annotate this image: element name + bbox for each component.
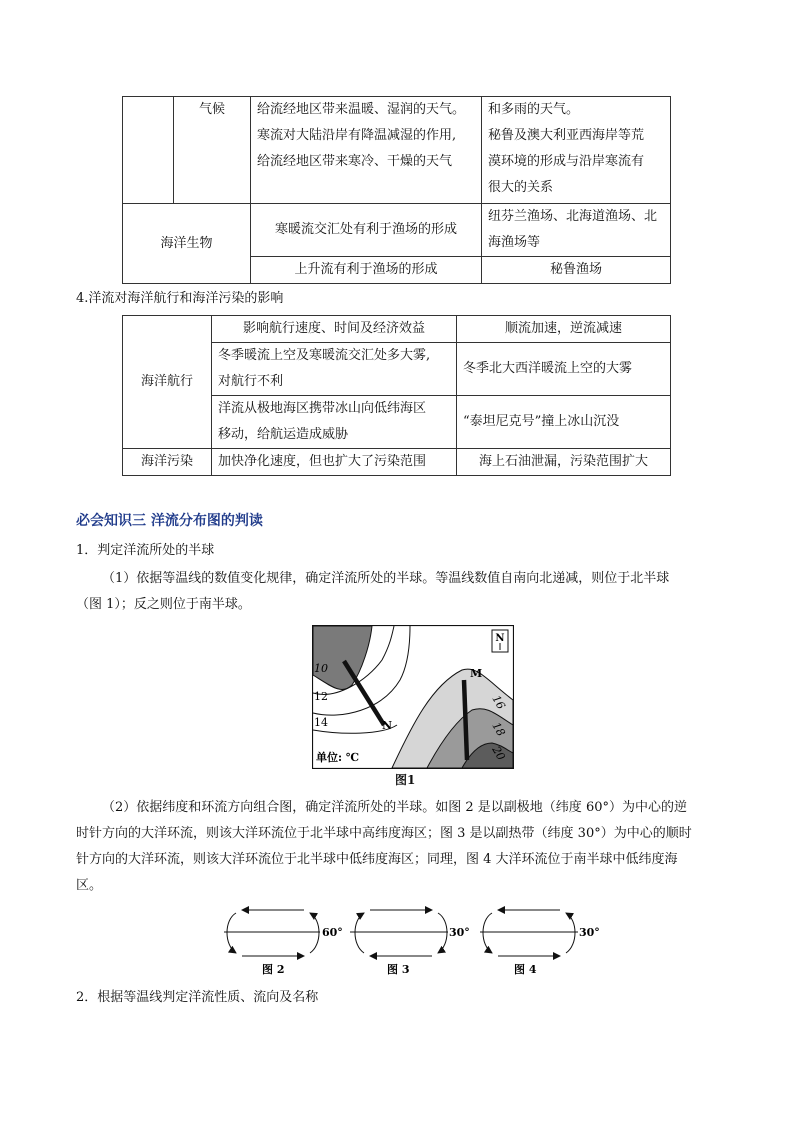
isotherm-label-16: 16 — [489, 693, 508, 712]
nav-example-2: 冬季北大西洋暖流上空的大雾 — [457, 343, 671, 396]
fishery-effect-2: 上升流有利于渔场的形成 — [251, 257, 482, 284]
section-4-title: 4.洋流对海洋航行和海洋污染的影响 — [76, 291, 284, 306]
point-m-label: M — [470, 667, 483, 680]
point-2-title: 2．根据等温线判定洋流性质、流向及名称 — [76, 990, 319, 1005]
nav-effect-3: 洋流从极地海区携带冰山向低纬海区 移动，给航运造成威胁 — [212, 396, 457, 449]
figure-4-caption: 图 4 — [514, 963, 537, 976]
isotherm-label-12: 12 — [314, 690, 328, 703]
climate-cell: 气候 — [174, 97, 251, 204]
climate-effect-cell: 给流经地区带来温暖、湿润的天气。 寒流对大陆沿岸有降温减湿的作用, 给流经地区带来寒冷、干燥的天气 — [251, 97, 482, 204]
fishery-effect-1: 寒暖流交汇处有利于渔场的形成 — [251, 204, 482, 257]
nav-example-3: “泰坦尼克号”撞上冰山沉没 — [457, 396, 671, 449]
point-1-title: 1．判定洋流所处的半球 — [76, 543, 215, 558]
fishery-example-2: 秘鲁渔场 — [482, 257, 671, 284]
pollution-effect: 加快净化速度，但也扩大了污染范围 — [212, 449, 457, 476]
knowledge-heading: 必会知识三 洋流分布图的判读 — [76, 513, 263, 529]
isotherm-label-14: 14 — [314, 716, 328, 729]
navigation-pollution-table — [122, 315, 671, 476]
figure-2-latitude: 60° — [322, 926, 343, 939]
fishery-example-1: 纽芬兰渔场、北海道渔场、北 海渔场等 — [482, 204, 671, 257]
empty-category-cell — [123, 97, 174, 204]
climate-example-cell: 和多雨的天气。 秘鲁及澳大利亚西海岸等荒 漠环境的形成与沿岸寒流有 很大的关系 — [482, 97, 671, 204]
figure-2-gyre — [224, 910, 343, 976]
isotherm-label-10: 10 — [314, 662, 328, 675]
figures-2-4-gyres — [222, 905, 612, 977]
paragraph-2: （2）依据纬度和环流方向组合图，确定洋流所处的半球。如图 2 是以副极地（纬度 60°）为中心的逆 时针方向的大洋环流，则该大洋环流位于北半球中高纬度海区；图 3 是以副热带（纬度 30°）为中心的顺时 针方向的大洋环流，则该大洋环流位于北半球中低纬度海区；同理，图 4 大洋环流位于南半球中低纬度海 区。 — [76, 800, 692, 893]
figure-4-gyre — [480, 910, 600, 976]
unit-label: 单位: ℃ — [316, 751, 360, 764]
influence-table-continued — [122, 96, 671, 284]
figure-1-isotherm-map — [312, 625, 514, 769]
isotherm-label-20: 20 — [489, 744, 508, 763]
nav-example-1: 顺流加速，逆流减速 — [457, 316, 671, 343]
figure-3-latitude: 30° — [449, 926, 470, 939]
isotherm-label-18: 18 — [489, 720, 508, 739]
paragraph-1: （1）依据等温线的数值变化规律，确定洋流所处的半球。等温线数值自南向北递减，则位于北半球 （图 1）；反之则位于南半球。 — [76, 571, 670, 612]
figure-1-caption: 图1 — [395, 773, 416, 787]
figure-3-caption: 图 3 — [387, 963, 410, 976]
pollution-example: 海上石油泄漏，污染范围扩大 — [457, 449, 671, 476]
north-label: N — [495, 633, 505, 644]
figure-4-latitude: 30° — [579, 926, 600, 939]
figure-3-gyre — [350, 910, 470, 976]
nav-effect-2: 冬季暖流上空及寒暖流交汇处多大雾, 对航行不利 — [212, 343, 457, 396]
point-n-label: N — [382, 719, 393, 732]
figure-2-caption: 图 2 — [262, 963, 285, 976]
marine-life-label: 海洋生物 — [123, 204, 251, 284]
navigation-label: 海洋航行 — [123, 316, 212, 449]
nav-effect-1: 影响航行速度、时间及经济效益 — [212, 316, 457, 343]
pollution-label: 海洋污染 — [123, 449, 212, 476]
